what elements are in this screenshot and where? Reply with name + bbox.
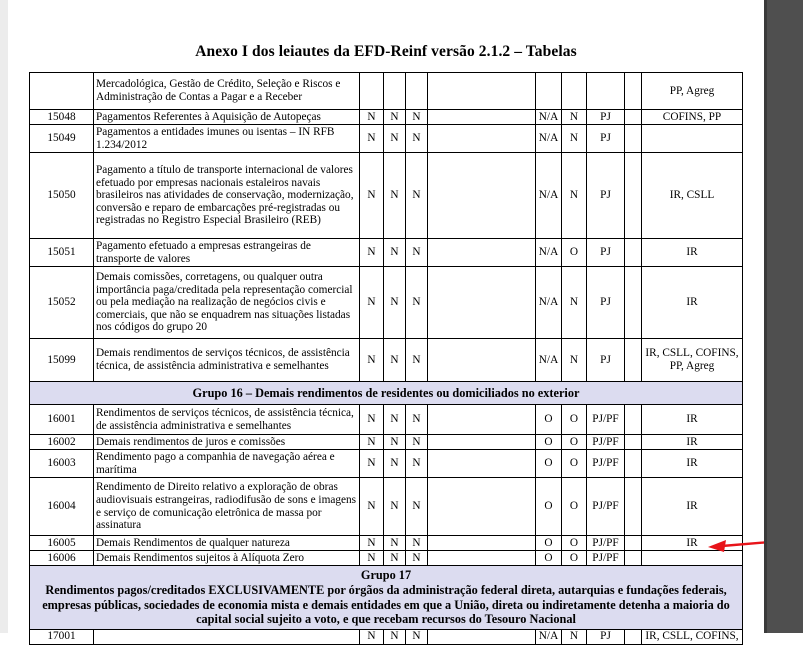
flag-cell bbox=[625, 239, 642, 267]
flag-cell bbox=[625, 551, 642, 566]
flag-cell: PJ/PF bbox=[587, 435, 625, 450]
flag-cell: O bbox=[562, 536, 587, 551]
flag-cell: PJ bbox=[587, 339, 625, 382]
group17-header-cell bbox=[30, 566, 743, 630]
flag-cell: N bbox=[406, 239, 428, 267]
table-row bbox=[30, 125, 743, 153]
flag-cell bbox=[428, 630, 536, 645]
flag-cell: N bbox=[562, 267, 587, 339]
document-title: Anexo I dos leiautes da EFD-Reinf versão 2.1.2 – Tabelas bbox=[195, 43, 577, 60]
flag-cell bbox=[625, 125, 642, 153]
description-cell: Rendimento de Direito relativo a exploração de obras audiovisuais estrangeiras, radiodifusão de sons e imagens e serviço de comunicação eletrônica de massa por assinatura bbox=[94, 478, 360, 536]
flag-cell: N bbox=[406, 630, 428, 645]
flag-cell bbox=[428, 73, 536, 110]
flag-cell: N bbox=[562, 339, 587, 382]
group17-subtitle: Rendimentos pagos/creditados EXCLUSIVAMENTE por órgãos da administração federal direta, autarquias e fundações federais, empresas públicas, sociedades de economia mista e demais entidades em que a União, direta ou indiretamente detenha a maioria do capital social sujeito a voto, e que recebam recursos do Tesouro Nacional bbox=[42, 582, 730, 627]
table-row bbox=[30, 630, 743, 645]
description-cell: Demais rendimentos de juros e comissões bbox=[94, 435, 360, 450]
flag-cell: N bbox=[360, 536, 384, 551]
flag-cell bbox=[428, 478, 536, 536]
flag-cell: PJ/PF bbox=[587, 536, 625, 551]
flag-cell: N bbox=[406, 450, 428, 478]
flag-cell bbox=[428, 153, 536, 239]
taxes-cell: IR bbox=[642, 450, 743, 478]
flag-cell: PJ bbox=[587, 110, 625, 125]
flag-cell bbox=[625, 153, 642, 239]
flag-cell: N bbox=[384, 551, 406, 566]
description-cell: Demais Rendimentos sujeitos à Alíquota Zero bbox=[94, 551, 360, 566]
flag-cell: N bbox=[360, 267, 384, 339]
flag-cell bbox=[428, 551, 536, 566]
flag-cell bbox=[625, 536, 642, 551]
group17-header-body bbox=[30, 566, 743, 630]
flag-cell bbox=[428, 339, 536, 382]
taxes-cell: IR bbox=[642, 536, 743, 551]
flag-cell bbox=[625, 110, 642, 125]
flag-cell: N bbox=[384, 239, 406, 267]
flag-cell: N bbox=[384, 153, 406, 239]
flag-cell: N bbox=[384, 267, 406, 339]
description-cell: Pagamento efetuado a empresas estrangeiras de transporte de valores bbox=[94, 239, 360, 267]
description-cell: Pagamento a título de transporte internacional de valores efetuado por empresas nacionais estaleiros navais brasileiros nas atividades de conservação, modernização, conversão e reparo de embarcações pré-registradas ou registradas no Registro Especial Brasileiro (REB) bbox=[94, 153, 360, 239]
taxes-cell: IR, CSLL, COFINS, bbox=[642, 630, 743, 645]
flag-cell: N bbox=[406, 405, 428, 435]
flag-cell: N bbox=[562, 630, 587, 645]
table-row bbox=[30, 478, 743, 536]
code-cell: 17001 bbox=[30, 630, 94, 645]
table-row bbox=[30, 73, 743, 110]
flag-cell: N bbox=[562, 110, 587, 125]
flag-cell: N bbox=[406, 110, 428, 125]
flag-cell: N bbox=[406, 153, 428, 239]
flag-cell bbox=[428, 405, 536, 435]
taxes-cell: IR bbox=[642, 267, 743, 339]
group17-header-row bbox=[30, 566, 743, 630]
code-cell: 15051 bbox=[30, 239, 94, 267]
flag-cell: N bbox=[406, 536, 428, 551]
table-row bbox=[30, 405, 743, 435]
taxes-cell: IR bbox=[642, 435, 743, 450]
flag-cell bbox=[428, 125, 536, 153]
flag-cell: N bbox=[384, 630, 406, 645]
flag-cell: O bbox=[562, 435, 587, 450]
description-cell bbox=[94, 630, 360, 645]
flag-cell: O bbox=[536, 536, 562, 551]
flag-cell: PJ/PF bbox=[587, 478, 625, 536]
flag-cell: PJ/PF bbox=[587, 405, 625, 435]
flag-cell: PJ bbox=[587, 125, 625, 153]
rows-after-group17 bbox=[30, 630, 743, 645]
code-cell: 15050 bbox=[30, 153, 94, 239]
flag-cell bbox=[625, 435, 642, 450]
flag-cell bbox=[625, 339, 642, 382]
flag-cell: O bbox=[536, 435, 562, 450]
flag-cell: N bbox=[360, 239, 384, 267]
taxes-cell: COFINS, PP bbox=[642, 110, 743, 125]
flag-cell bbox=[536, 73, 562, 110]
flag-cell: N/A bbox=[536, 339, 562, 382]
table-row bbox=[30, 239, 743, 267]
flag-cell: N bbox=[384, 110, 406, 125]
taxes-cell bbox=[642, 125, 743, 153]
description-cell: Mercadológica, Gestão de Crédito, Seleção e Riscos e Administração de Contas a Pagar e a Receber bbox=[94, 73, 360, 110]
flag-cell: PJ bbox=[587, 267, 625, 339]
flag-cell: N bbox=[406, 267, 428, 339]
flag-cell: N/A bbox=[536, 630, 562, 645]
taxes-cell: IR bbox=[642, 239, 743, 267]
flag-cell: N bbox=[360, 339, 384, 382]
description-cell: Pagamentos Referentes à Aquisição de Autopeças bbox=[94, 110, 360, 125]
description-cell: Demais rendimentos de serviços técnicos, de assistência técnica, de assistência administrativa e semelhantes bbox=[94, 339, 360, 382]
description-cell: Rendimento pago a companhia de navegação aérea e marítima bbox=[94, 450, 360, 478]
taxes-cell: IR, CSLL bbox=[642, 153, 743, 239]
table-row bbox=[30, 153, 743, 239]
viewer-scroll-area[interactable] bbox=[764, 0, 803, 633]
flag-cell bbox=[625, 405, 642, 435]
taxes-cell: IR bbox=[642, 405, 743, 435]
code-cell: 16005 bbox=[30, 536, 94, 551]
table-row bbox=[30, 110, 743, 125]
rows-group16 bbox=[30, 405, 743, 566]
code-cell: 16006 bbox=[30, 551, 94, 566]
flag-cell bbox=[587, 73, 625, 110]
flag-cell: O bbox=[562, 450, 587, 478]
table-row bbox=[30, 450, 743, 478]
table-row bbox=[30, 551, 743, 566]
flag-cell: N bbox=[360, 450, 384, 478]
table-row bbox=[30, 435, 743, 450]
flag-cell: O bbox=[536, 551, 562, 566]
taxes-cell: PP, Agreg bbox=[642, 73, 743, 110]
flag-cell bbox=[406, 73, 428, 110]
flag-cell: N bbox=[384, 435, 406, 450]
flag-cell bbox=[625, 450, 642, 478]
flag-cell bbox=[384, 73, 406, 110]
rows-before-group16 bbox=[30, 73, 743, 382]
code-cell: 16004 bbox=[30, 478, 94, 536]
group16-header-body bbox=[30, 382, 743, 405]
flag-cell: N bbox=[360, 153, 384, 239]
flag-cell bbox=[562, 73, 587, 110]
flag-cell: O bbox=[536, 478, 562, 536]
flag-cell: O bbox=[536, 405, 562, 435]
flag-cell: O bbox=[536, 450, 562, 478]
flag-cell: N bbox=[406, 478, 428, 536]
code-cell: 15048 bbox=[30, 110, 94, 125]
flag-cell: N bbox=[384, 405, 406, 435]
code-cell: 15049 bbox=[30, 125, 94, 153]
description-cell: Rendimentos de serviços técnicos, de assistência técnica, de assistência administrativa e semelhantes bbox=[94, 405, 360, 435]
flag-cell: N bbox=[384, 125, 406, 153]
flag-cell: N bbox=[384, 450, 406, 478]
flag-cell: N bbox=[406, 339, 428, 382]
flag-cell bbox=[428, 110, 536, 125]
taxes-cell: IR bbox=[642, 478, 743, 536]
flag-cell bbox=[625, 630, 642, 645]
flag-cell: PJ bbox=[587, 153, 625, 239]
viewer-scroll-edge bbox=[764, 0, 767, 633]
flag-cell: N bbox=[360, 435, 384, 450]
group17-title: Grupo 17 bbox=[360, 568, 412, 582]
flag-cell: PJ bbox=[587, 239, 625, 267]
flag-cell: PJ/PF bbox=[587, 450, 625, 478]
flag-cell: O bbox=[562, 551, 587, 566]
flag-cell: N bbox=[360, 551, 384, 566]
flag-cell: O bbox=[562, 478, 587, 536]
code-cell: 15099 bbox=[30, 339, 94, 382]
flag-cell: N bbox=[406, 435, 428, 450]
flag-cell: N bbox=[384, 536, 406, 551]
code-cell: 16003 bbox=[30, 450, 94, 478]
table-row bbox=[30, 267, 743, 339]
taxes-cell: IR, CSLL, COFINS, PP, Agreg bbox=[642, 339, 743, 382]
flag-cell: N/A bbox=[536, 125, 562, 153]
code-cell: 16001 bbox=[30, 405, 94, 435]
description-cell: Demais Rendimentos de qualquer natureza bbox=[94, 536, 360, 551]
code-cell: 15052 bbox=[30, 267, 94, 339]
description-cell: Demais comissões, corretagens, ou qualquer outra importância paga/creditada pela representação comercial ou pela mediação na realização de negócios civis e comerciais, que não se enquadrem nas situações listadas nos códigos do grupo 20 bbox=[94, 267, 360, 339]
flag-cell: N bbox=[562, 125, 587, 153]
flag-cell: PJ bbox=[587, 630, 625, 645]
description-cell: Pagamentos a entidades imunes ou isentas – IN RFB 1.234/2012 bbox=[94, 125, 360, 153]
flag-cell: N bbox=[562, 153, 587, 239]
flag-cell bbox=[428, 536, 536, 551]
flag-cell bbox=[428, 435, 536, 450]
flag-cell bbox=[428, 267, 536, 339]
flag-cell: N bbox=[360, 405, 384, 435]
code-cell bbox=[30, 73, 94, 110]
flag-cell: N bbox=[360, 630, 384, 645]
table-row bbox=[30, 339, 743, 382]
flag-cell: N bbox=[360, 110, 384, 125]
flag-cell: N/A bbox=[536, 239, 562, 267]
group16-title: Grupo 16 – Demais rendimentos de residentes ou domiciliados no exterior bbox=[30, 382, 743, 405]
flag-cell: N/A bbox=[536, 267, 562, 339]
flag-cell: N/A bbox=[536, 153, 562, 239]
flag-cell bbox=[428, 239, 536, 267]
flag-cell: N bbox=[406, 125, 428, 153]
code-cell: 16002 bbox=[30, 435, 94, 450]
flag-cell bbox=[360, 73, 384, 110]
flag-cell bbox=[625, 267, 642, 339]
table-row bbox=[30, 536, 743, 551]
pdf-page bbox=[8, 0, 764, 643]
flag-cell: O bbox=[562, 405, 587, 435]
flag-cell: N bbox=[360, 125, 384, 153]
flag-cell bbox=[625, 478, 642, 536]
flag-cell: PJ/PF bbox=[587, 551, 625, 566]
flag-cell bbox=[625, 73, 642, 110]
flag-cell: N bbox=[406, 551, 428, 566]
flag-cell bbox=[428, 450, 536, 478]
flag-cell: N bbox=[360, 478, 384, 536]
flag-cell: N/A bbox=[536, 110, 562, 125]
group16-header-row bbox=[30, 382, 743, 405]
flag-cell: O bbox=[562, 239, 587, 267]
codes-table bbox=[29, 72, 743, 645]
flag-cell: N bbox=[384, 478, 406, 536]
flag-cell: N bbox=[384, 339, 406, 382]
